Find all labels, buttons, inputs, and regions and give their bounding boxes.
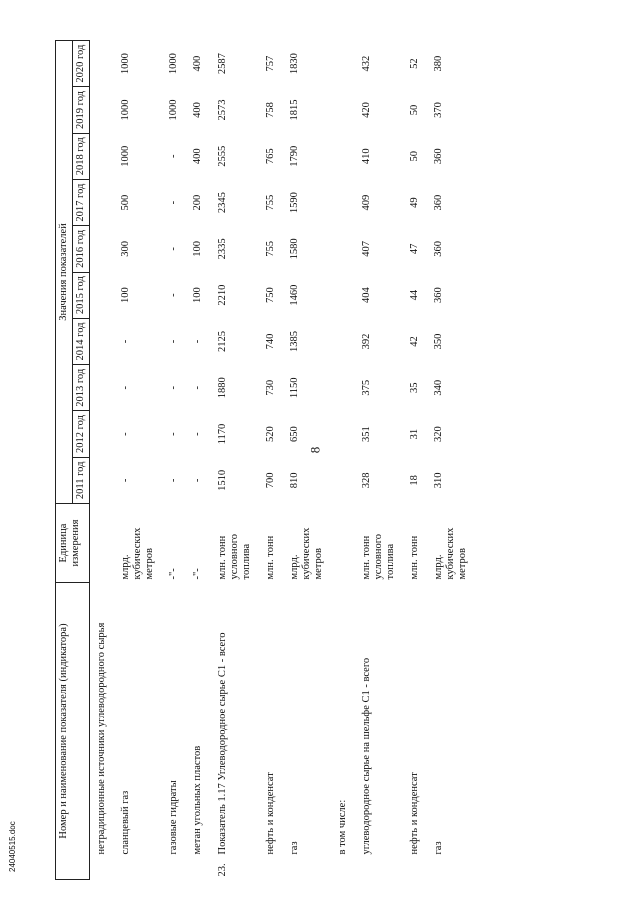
row-name: нетрадиционные источники углеводородного сырья [96,622,108,855]
row-value [331,365,355,411]
row-value: 1815 [288,99,300,121]
row-value: 50 [409,151,421,162]
header-year: 2011 год [73,457,90,503]
row-value: - [168,432,180,436]
row-name: газ [288,841,300,855]
header-unit: Единица измерения [56,504,90,583]
row-value [331,41,355,87]
row-value: - [168,339,180,344]
row-value: 810 [288,472,300,489]
row-value: 730 [264,379,276,396]
row-value: 400 [192,55,204,72]
row-unit: млн. тонн [409,535,421,580]
row-value: 757 [264,55,276,72]
table-row [90,41,115,880]
row-value: - [168,478,180,483]
row-value: - [168,154,180,159]
row-value: 200 [192,194,204,211]
row-value: 1000 [168,99,180,121]
row-value: 1000 [168,53,180,75]
row-value: 100 [120,287,132,304]
row-value: 400 [192,102,204,118]
row-value: - [168,386,180,390]
row-value: 1000 [120,99,132,121]
row-name: метан угольных пластов [192,745,204,855]
row-value: 410 [361,148,372,165]
row-value: 2345 [216,192,228,214]
row-name: газовые гидраты [168,780,180,855]
header-year: 2018 год [73,133,90,179]
row-value: 50 [409,104,421,116]
row-value: 404 [361,287,372,304]
row-value [331,272,355,318]
row-name: нефть и конденсат [264,772,276,855]
row-value: 2335 [216,238,228,260]
row-unit: млн. тонн [264,535,276,580]
row-value: 100 [192,241,204,257]
row-value: 100 [192,287,204,304]
doc-filename: 24040515.doc [8,821,17,872]
row-value: 2555 [216,145,228,167]
row-value: 2573 [216,99,228,121]
table-row [403,41,427,880]
row-value: 300 [120,241,132,257]
indicator-table-rotated [55,40,625,880]
header-year: 2013 год [73,365,90,411]
row-name-cell [90,583,115,880]
header-name: Номер и наименование показателя (индикатора) [56,583,90,880]
row-value [331,457,355,503]
row-value [90,272,115,318]
row-value: 18 [409,475,421,486]
row-name: углеводородное сырье на шельфе С1 - всего [361,657,372,855]
row-unit [90,504,115,583]
row-value: 1830 [288,53,300,75]
row-value: 310 [433,472,445,489]
row-value [90,87,115,133]
header-year: 2020 год [73,41,90,87]
header-row-top [56,41,73,880]
row-value [90,411,115,457]
row-value [90,41,115,87]
row-value: 432 [361,55,372,72]
header-year: 2012 год [73,411,90,457]
table-row [162,41,186,880]
row-value: - [192,386,204,390]
row-value: 650 [288,426,300,442]
row-value: 758 [264,102,276,118]
row-name-cell [355,583,403,880]
row-unit: -"- [168,568,180,580]
header-year: 2019 год [73,87,90,133]
row-value: 35 [409,382,421,394]
row-value: 400 [192,148,204,165]
row-value: 1580 [288,238,300,260]
row-value: 360 [433,194,445,211]
row-value: 407 [361,241,372,257]
row-value [331,318,355,364]
row-value [90,226,115,272]
row-value: 1000 [120,53,132,75]
row-value: - [192,478,204,483]
row-value: - [168,247,180,251]
table-row [211,41,259,880]
row-value: 351 [361,426,372,442]
row-name-cell [162,583,186,880]
row-name: сланцевый газ [120,790,132,855]
table-row [355,41,403,880]
row-number: 23. [216,863,228,877]
row-name: газ [433,841,445,855]
row-value: 44 [409,289,421,301]
row-name: в том числе: [336,799,348,855]
row-name-cell [283,583,331,880]
row-value: - [192,339,204,344]
row-value: 375 [361,379,372,396]
row-value: 52 [409,58,421,69]
row-unit: -"- [192,568,204,580]
row-value [331,133,355,179]
row-value: 755 [264,194,276,211]
row-value: 380 [433,55,445,72]
row-value [90,318,115,364]
row-unit: млрд. кубических метров [433,527,469,580]
table-row [186,41,210,880]
row-value: 328 [361,472,372,489]
table-row [114,41,162,880]
row-value: 370 [433,102,445,118]
row-value: 1385 [288,330,300,352]
page-number: 8 [307,446,323,454]
row-value [331,179,355,225]
indicator-table [55,40,475,880]
row-value [331,87,355,133]
row-value: 360 [433,148,445,165]
row-value: 1170 [216,423,228,445]
row-name-cell [186,583,210,880]
row-name: нефть и конденсат [409,772,421,855]
row-value: 350 [433,333,445,350]
table-row [331,41,355,880]
row-value: 42 [409,336,421,347]
row-value: 1880 [216,377,228,399]
row-value: 409 [361,194,372,211]
row-value: - [192,432,204,436]
row-value: 360 [433,241,445,257]
row-value: 1790 [288,145,300,167]
row-value: - [120,478,132,483]
row-name-cell [427,583,475,880]
row-value: 755 [264,241,276,257]
row-value: 500 [120,194,132,211]
row-value: 360 [433,287,445,304]
row-value [331,411,355,457]
row-name-cell [403,583,427,880]
row-value [90,365,115,411]
row-value: 49 [409,197,421,208]
row-value: - [120,432,132,436]
row-value: 340 [433,379,445,396]
row-name-cell [114,583,162,880]
row-value: 1510 [216,469,228,491]
row-value: 765 [264,148,276,165]
row-value: 31 [409,428,421,440]
row-value: 392 [361,333,372,350]
row-name-cell [331,583,355,880]
row-name-cell [259,583,283,880]
row-value: 740 [264,333,276,350]
table-body [90,41,476,880]
row-value: 2587 [216,53,228,75]
header-year: 2016 год [73,226,90,272]
row-value: 2210 [216,284,228,306]
row-value: - [168,200,180,205]
row-value: 520 [264,426,276,442]
row-value: - [120,386,132,390]
row-value: 1460 [288,284,300,306]
row-value: 320 [433,426,445,442]
header-values: Значения показателей [56,41,73,504]
row-unit: млн. тонн условного топлива [361,533,397,580]
row-value: 1150 [288,377,300,399]
header-year: 2015 год [73,272,90,318]
row-unit: млрд. кубических метров [120,527,156,580]
row-value: - [120,339,132,344]
row-value [331,226,355,272]
header-year: 2017 год [73,179,90,225]
row-value: 2125 [216,330,228,352]
row-value: 1000 [120,145,132,167]
table-row [259,41,283,880]
row-value: 420 [361,102,372,118]
row-name: Показатель 1.17 Углеводородное сырье С1 - всего [216,632,228,855]
row-value: 1590 [288,192,300,214]
row-value: 750 [264,287,276,304]
row-value [90,457,115,503]
row-unit [331,504,355,583]
row-unit: млрд. кубических метров [288,527,324,580]
row-value: 47 [409,243,421,255]
row-name-cell [211,583,259,880]
row-unit: млн. тонн условного топлива [216,533,252,580]
table-row [283,41,331,880]
row-value: 700 [264,472,276,489]
row-value [90,133,115,179]
row-value: - [168,293,180,297]
table-row [427,41,475,880]
header-year: 2014 год [73,318,90,364]
row-value [90,179,115,225]
